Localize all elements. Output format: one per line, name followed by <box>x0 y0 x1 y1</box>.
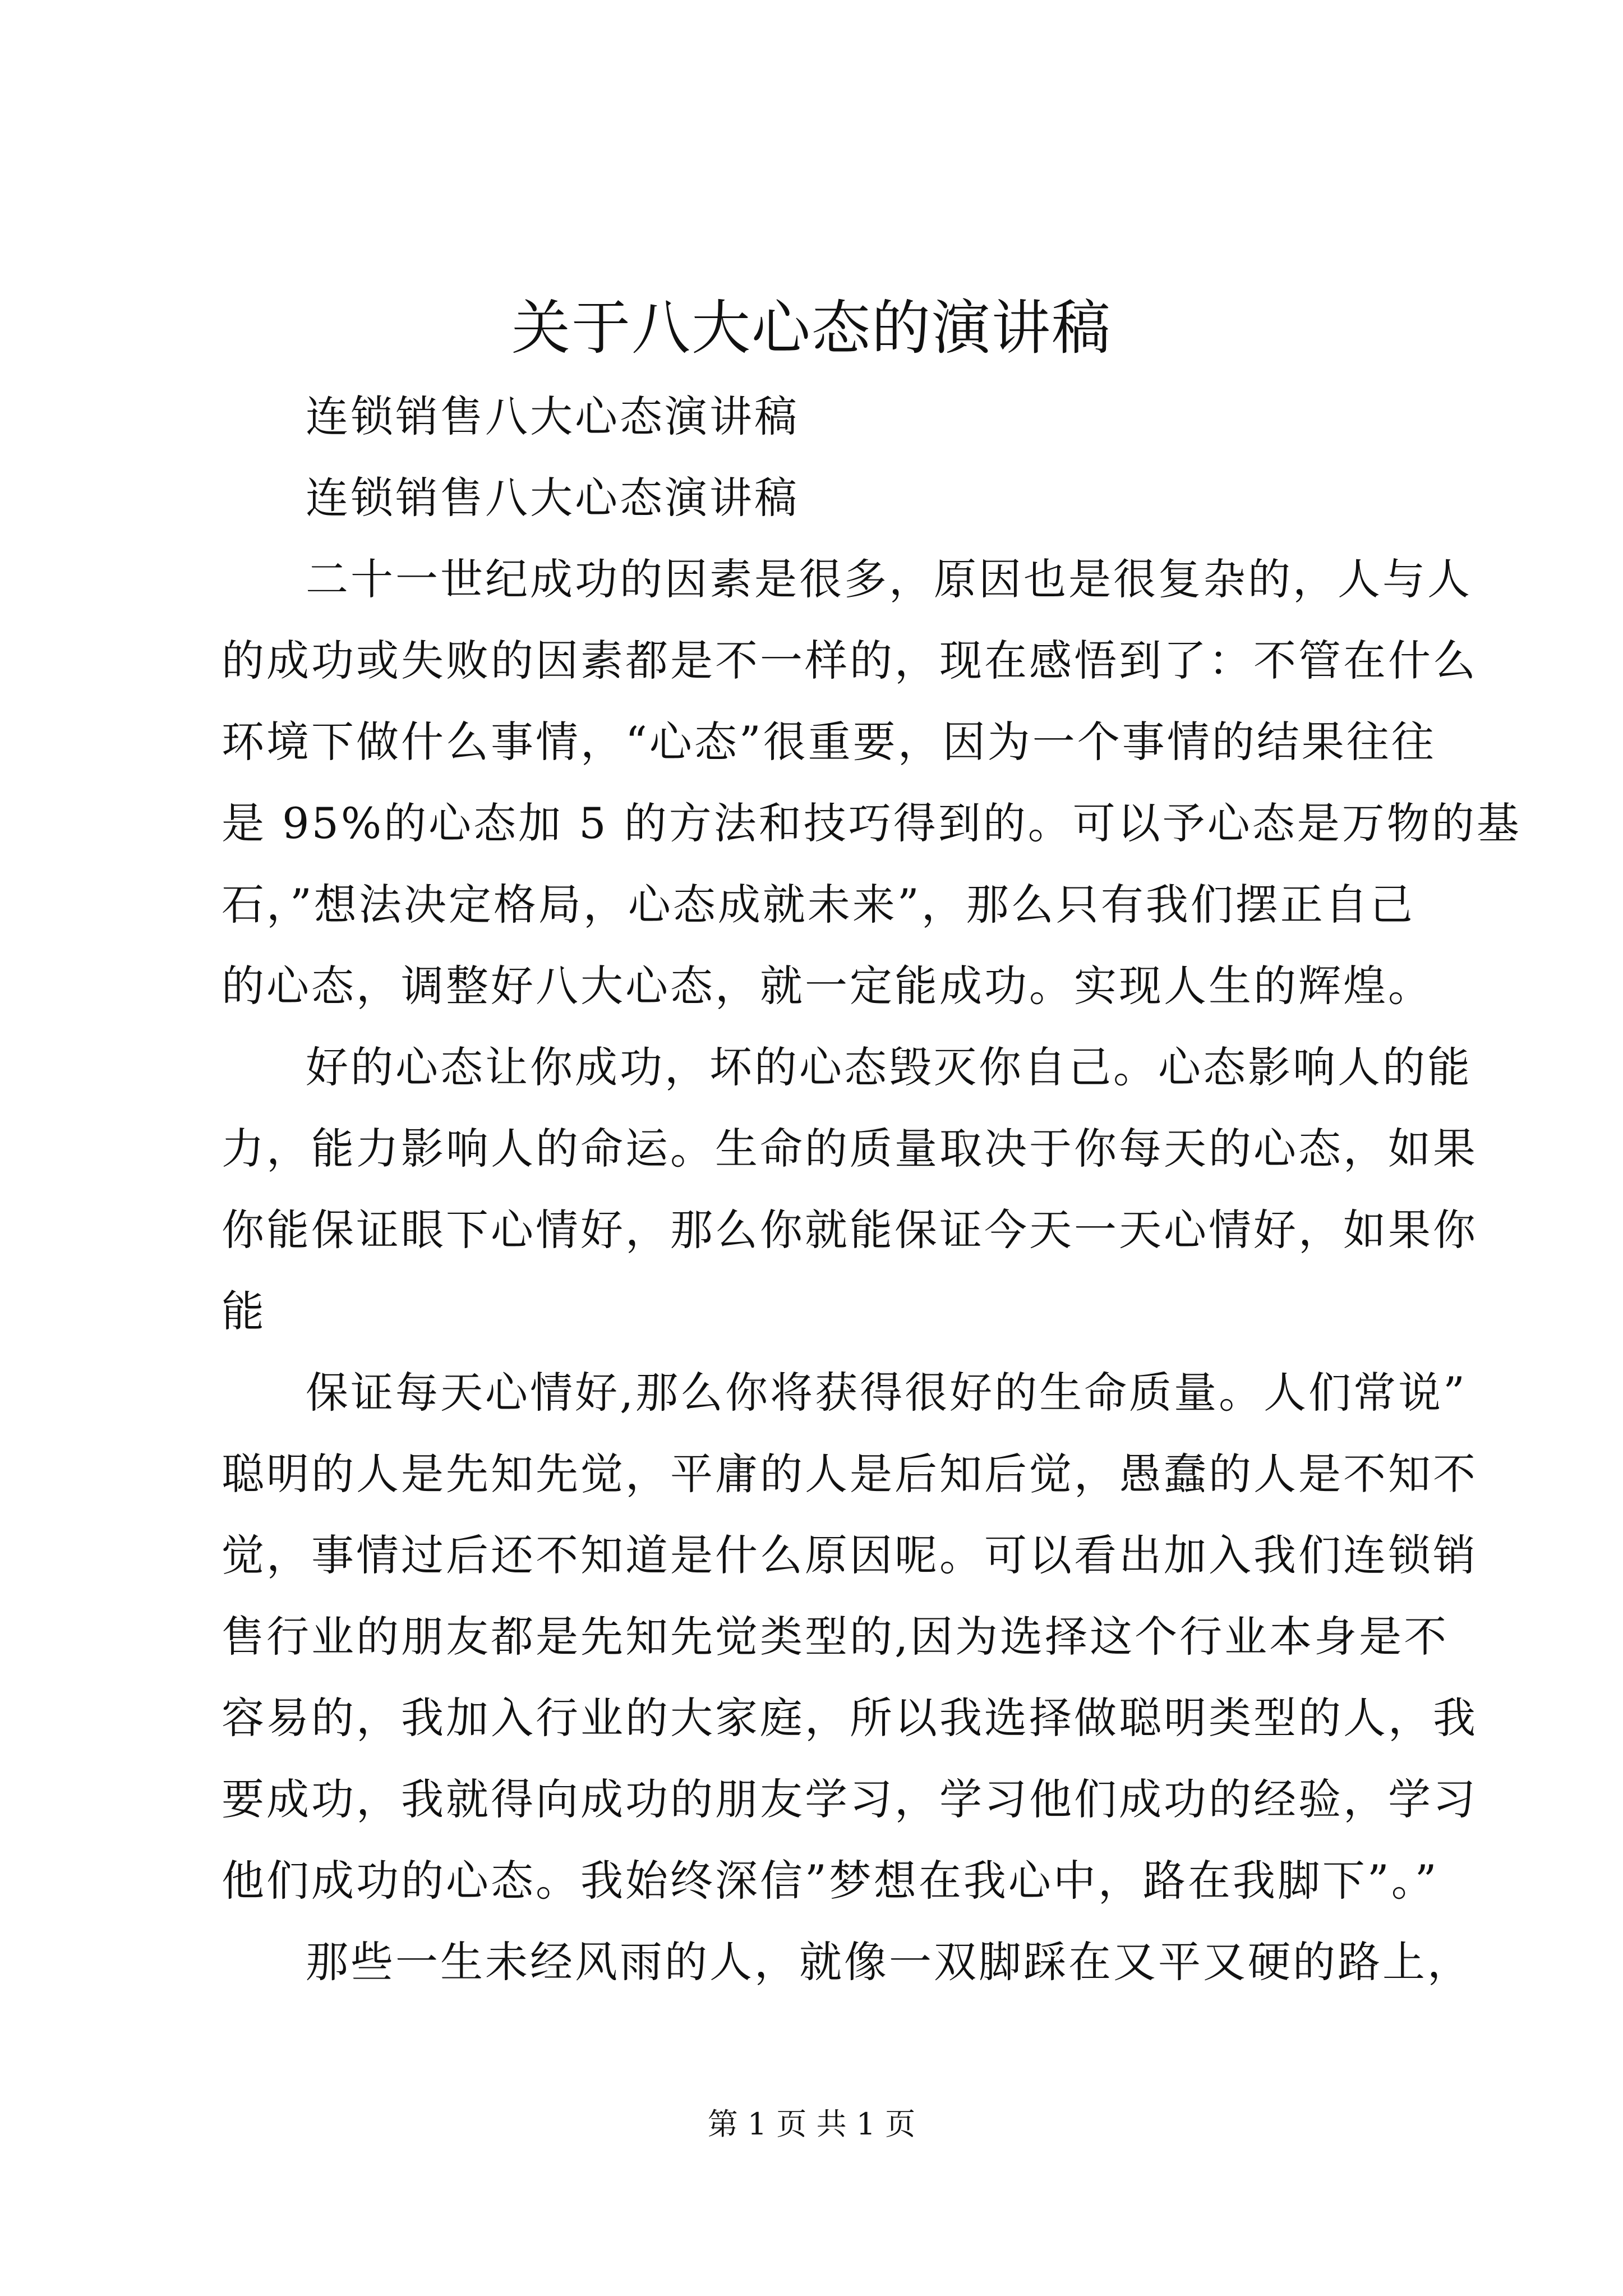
paragraph-line: 觉，事情过后还不知道是什么原因呢。可以看出加入我们连锁销 <box>222 1530 1478 1580</box>
paragraph-line: 他们成功的心态。我始终深信”梦想在我心中，路在我脚下”。” <box>222 1856 1439 1906</box>
paragraph-line: 的心态，调整好八大心态，就一定能成功。实现人生的辉煌。 <box>222 961 1433 1011</box>
text-line: 连锁销售八大心态演讲稿 <box>306 392 799 441</box>
paragraph-line: 那些一生未经风雨的人，就像一双脚踩在又平又硬的路上， <box>306 1937 1472 1987</box>
text-line: 连锁销售八大心态演讲稿 <box>306 473 799 523</box>
document-title: 关于八大心态的演讲稿 <box>511 294 1112 362</box>
page-number-footer: 第 1 页 共 1 页 <box>707 2106 916 2142</box>
paragraph-line: 二十一世纪成功的因素是很多，原因也是很复杂的，人与人 <box>306 554 1472 604</box>
paragraph-line: 你能保证眼下心情好，那么你就能保证今天一天心情好，如果你 <box>222 1205 1478 1255</box>
paragraph-line: 的成功或失败的因素都是不一样的，现在感悟到了：不管在什么 <box>222 636 1478 685</box>
paragraph-line: 能 <box>222 1286 266 1336</box>
paragraph-line: 力，能力影响人的命运。生命的质量取决于你每天的心态，如果 <box>222 1124 1478 1174</box>
paragraph-line: 保证每天心情好,那么你将获得很好的生命质量。人们常说” <box>306 1368 1468 1418</box>
paragraph-line: 石，”想法决定格局，心态成就未来”，那么只有我们摆正自己 <box>222 880 1415 930</box>
paragraph-line: 要成功，我就得向成功的朋友学习，学习他们成功的经验，学习 <box>222 1774 1478 1824</box>
paragraph-line: 聪明的人是先知先觉，平庸的人是后知后觉，愚蠢的人是不知不 <box>222 1449 1478 1499</box>
paragraph-line: 环境下做什么事情，“心态”很重要，因为一个事情的结果往往 <box>222 717 1436 767</box>
paragraph-line: 容易的，我加入行业的大家庭，所以我选择做聪明类型的人，我 <box>222 1693 1478 1743</box>
paragraph-line: 售行业的朋友都是先知先觉类型的,因为选择这个行业本身是不 <box>222 1612 1449 1662</box>
paragraph-line: 好的心态让你成功，坏的心态毁灭你自己。心态影响人的能 <box>306 1042 1472 1092</box>
paragraph-line: 是 95%的心态加 5 的方法和技巧得到的。可以予心态是万物的基 <box>222 798 1521 848</box>
